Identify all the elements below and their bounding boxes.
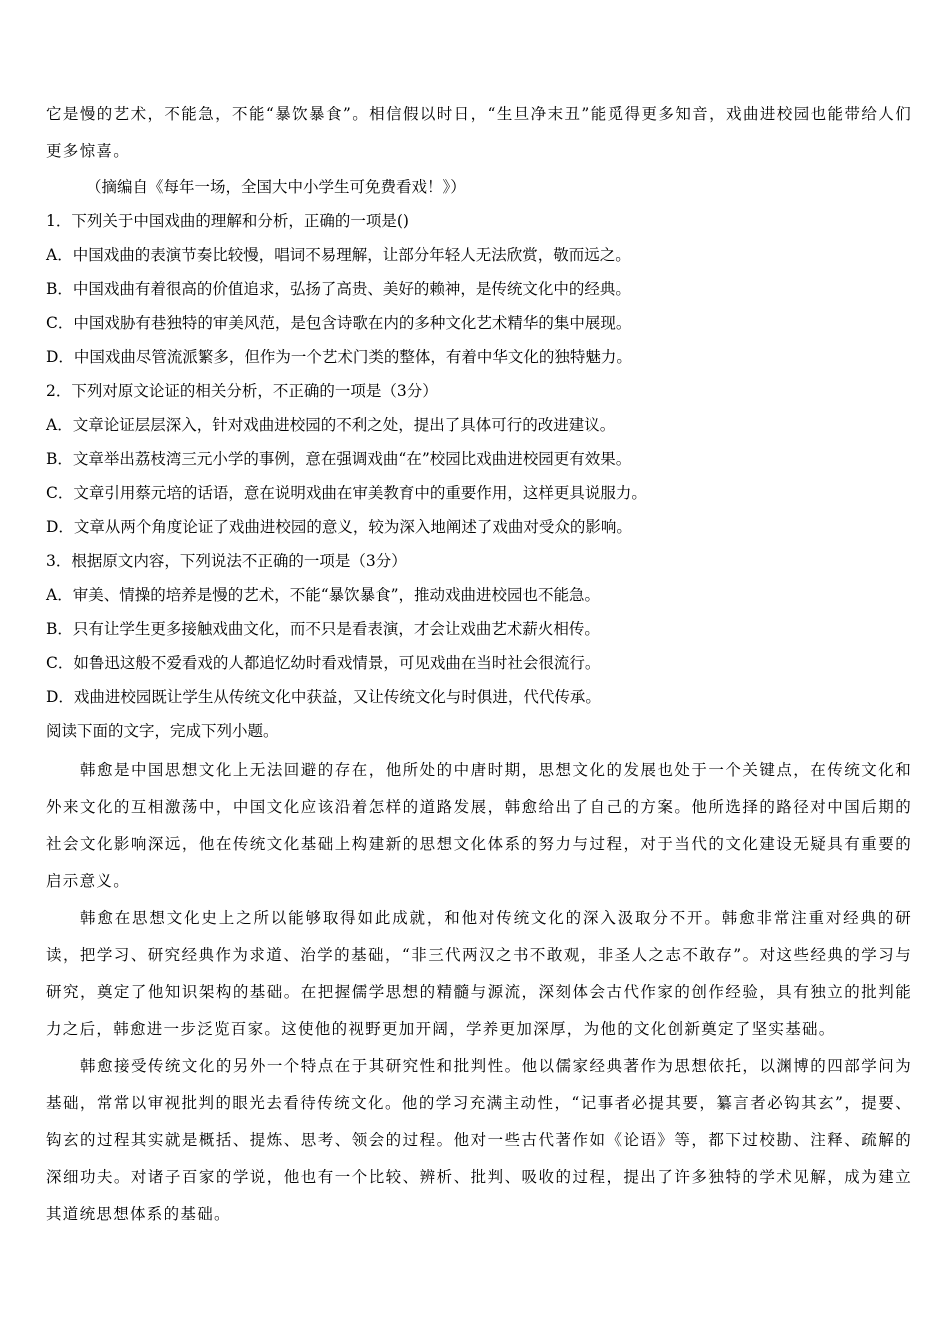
passage-paragraph-3: 韩愈接受传统文化的另外一个特点在于其研究性和批判性。他以儒家经典著作为思想依托，以渊博的四部学问为基础，常常以审视批判的眼光去看待传统文化。他的学习充满主动性，“记事者必提其要，纂言者必钩其玄”，提要、钩玄的过程其实就是概括、提炼、思考、领会的过程。他对一些古代著作如《论语》等，都下过校勘、注释、疏解的深细功夫。对诸子百家的学说，他也有一个比较、辨析、批判、吸收的过程，提出了许多独特的学术见解，成为建立其道统思想体系的基础。: [46, 1057, 912, 1223]
option-d: D．戏曲进校园既让学生从传统文化中获益，又让传统文化与时俱进，代代传承。: [46, 688, 601, 706]
reading-passage: [46, 752, 912, 1233]
document-page: [46, 96, 912, 1233]
intro-paragraph: 它是慢的艺术，不能急，不能“暴饮暴食”。相信假以时日，“生旦净末丑”能觅得更多知音，戏曲进校园也能带给人们更多惊喜。: [46, 105, 912, 160]
option-a: A．审美、情操的培养是慢的艺术，不能“暴饮暴食”，推动戏曲进校园也不能急。: [46, 586, 601, 604]
question-stem: 3．根据原文内容，下列说法不正确的一项是（3分）: [46, 552, 407, 570]
reading-instruction: 阅读下面的文字，完成下列小题。: [46, 722, 279, 740]
question-stem: 1．下列关于中国戏曲的理解和分析，正确的一项是(): [46, 212, 409, 230]
option-c: C．中国戏胁有巷独特的审美风范，是包含诗歌在内的多种文化艺术精华的集中展现。: [46, 314, 632, 332]
question-1: [46, 204, 912, 374]
passage-paragraph-1: 韩愈是中国思想文化上无法回避的存在，他所处的中唐时期，思想文化的发展也处于一个关键点，在传统文化和外来文化的互相激荡中，中国文化应该沿着怎样的道路发展，韩愈给出了自己的方案。他所选择的路径对中国后期的社会文化影响深远，他在传统文化基础上构建新的思想文化体系的努力与过程，对于当代的文化建设无疑具有重要的启示意义。: [46, 761, 912, 890]
option-c: C．文章引用蔡元培的话语，意在说明戏曲在审美教育中的重要作用，这样更具说服力。: [46, 484, 647, 502]
option-a: A．中国戏曲的表演节奏比较慢，唱词不易理解，让部分年轻人无法欣赏，敬而远之。: [46, 246, 631, 264]
option-d: D．文章从两个角度论证了戏曲进校园的意义，较为深入地阐述了戏曲对受众的影响。: [46, 518, 632, 536]
option-b: B．文章举出荔枝湾三元小学的事例，意在强调戏曲“在”校园比戏曲进校园更有效果。: [46, 450, 632, 468]
option-b: B．只有让学生更多接触戏曲文化，而不只是看表演，才会让戏曲艺术薪火相传。: [46, 620, 600, 638]
option-b: B．中国戏曲有着很高的价值追求，弘扬了高贵、美好的赖神，是传统文化中的经典。: [46, 280, 631, 298]
option-d: D．中国戏曲尽管流派繁多，但作为一个艺术门类的整体，有着中华文化的独特魅力。: [46, 348, 632, 366]
question-3: [46, 544, 912, 714]
option-a: A．文章论证层层深入，针对戏曲进校园的不利之处，提出了具体可行的改进建议。: [46, 416, 616, 434]
question-stem: 2．下列对原文论证的相关分析，不正确的一项是（3分）: [46, 382, 438, 400]
passage-paragraph-2: 韩愈在思想文化史上之所以能够取得如此成就，和他对传统文化的深入汲取分不开。韩愈非常注重对经典的研读，把学习、研究经典作为求道、治学的基础，“非三代两汉之书不敢观，非圣人之志不敢存”。对这些经典的学习与研究，奠定了他知识架构的基础。在把握儒学思想的精髓与源流，深刻体会古代作家的创作经验，具有独立的批判能力之后，韩愈进一步泛览百家。这使他的视野更加开阔，学养更加深厚，为他的文化创新奠定了坚实基础。: [46, 909, 912, 1038]
option-c: C．如鲁迅这般不爱看戏的人都追忆幼时看戏情景，可见戏曲在当时社会很流行。: [46, 654, 601, 672]
source-note: （摘编自《每年一场，全国大中小学生可免费看戏！》）: [86, 178, 466, 196]
question-2: [46, 374, 912, 544]
